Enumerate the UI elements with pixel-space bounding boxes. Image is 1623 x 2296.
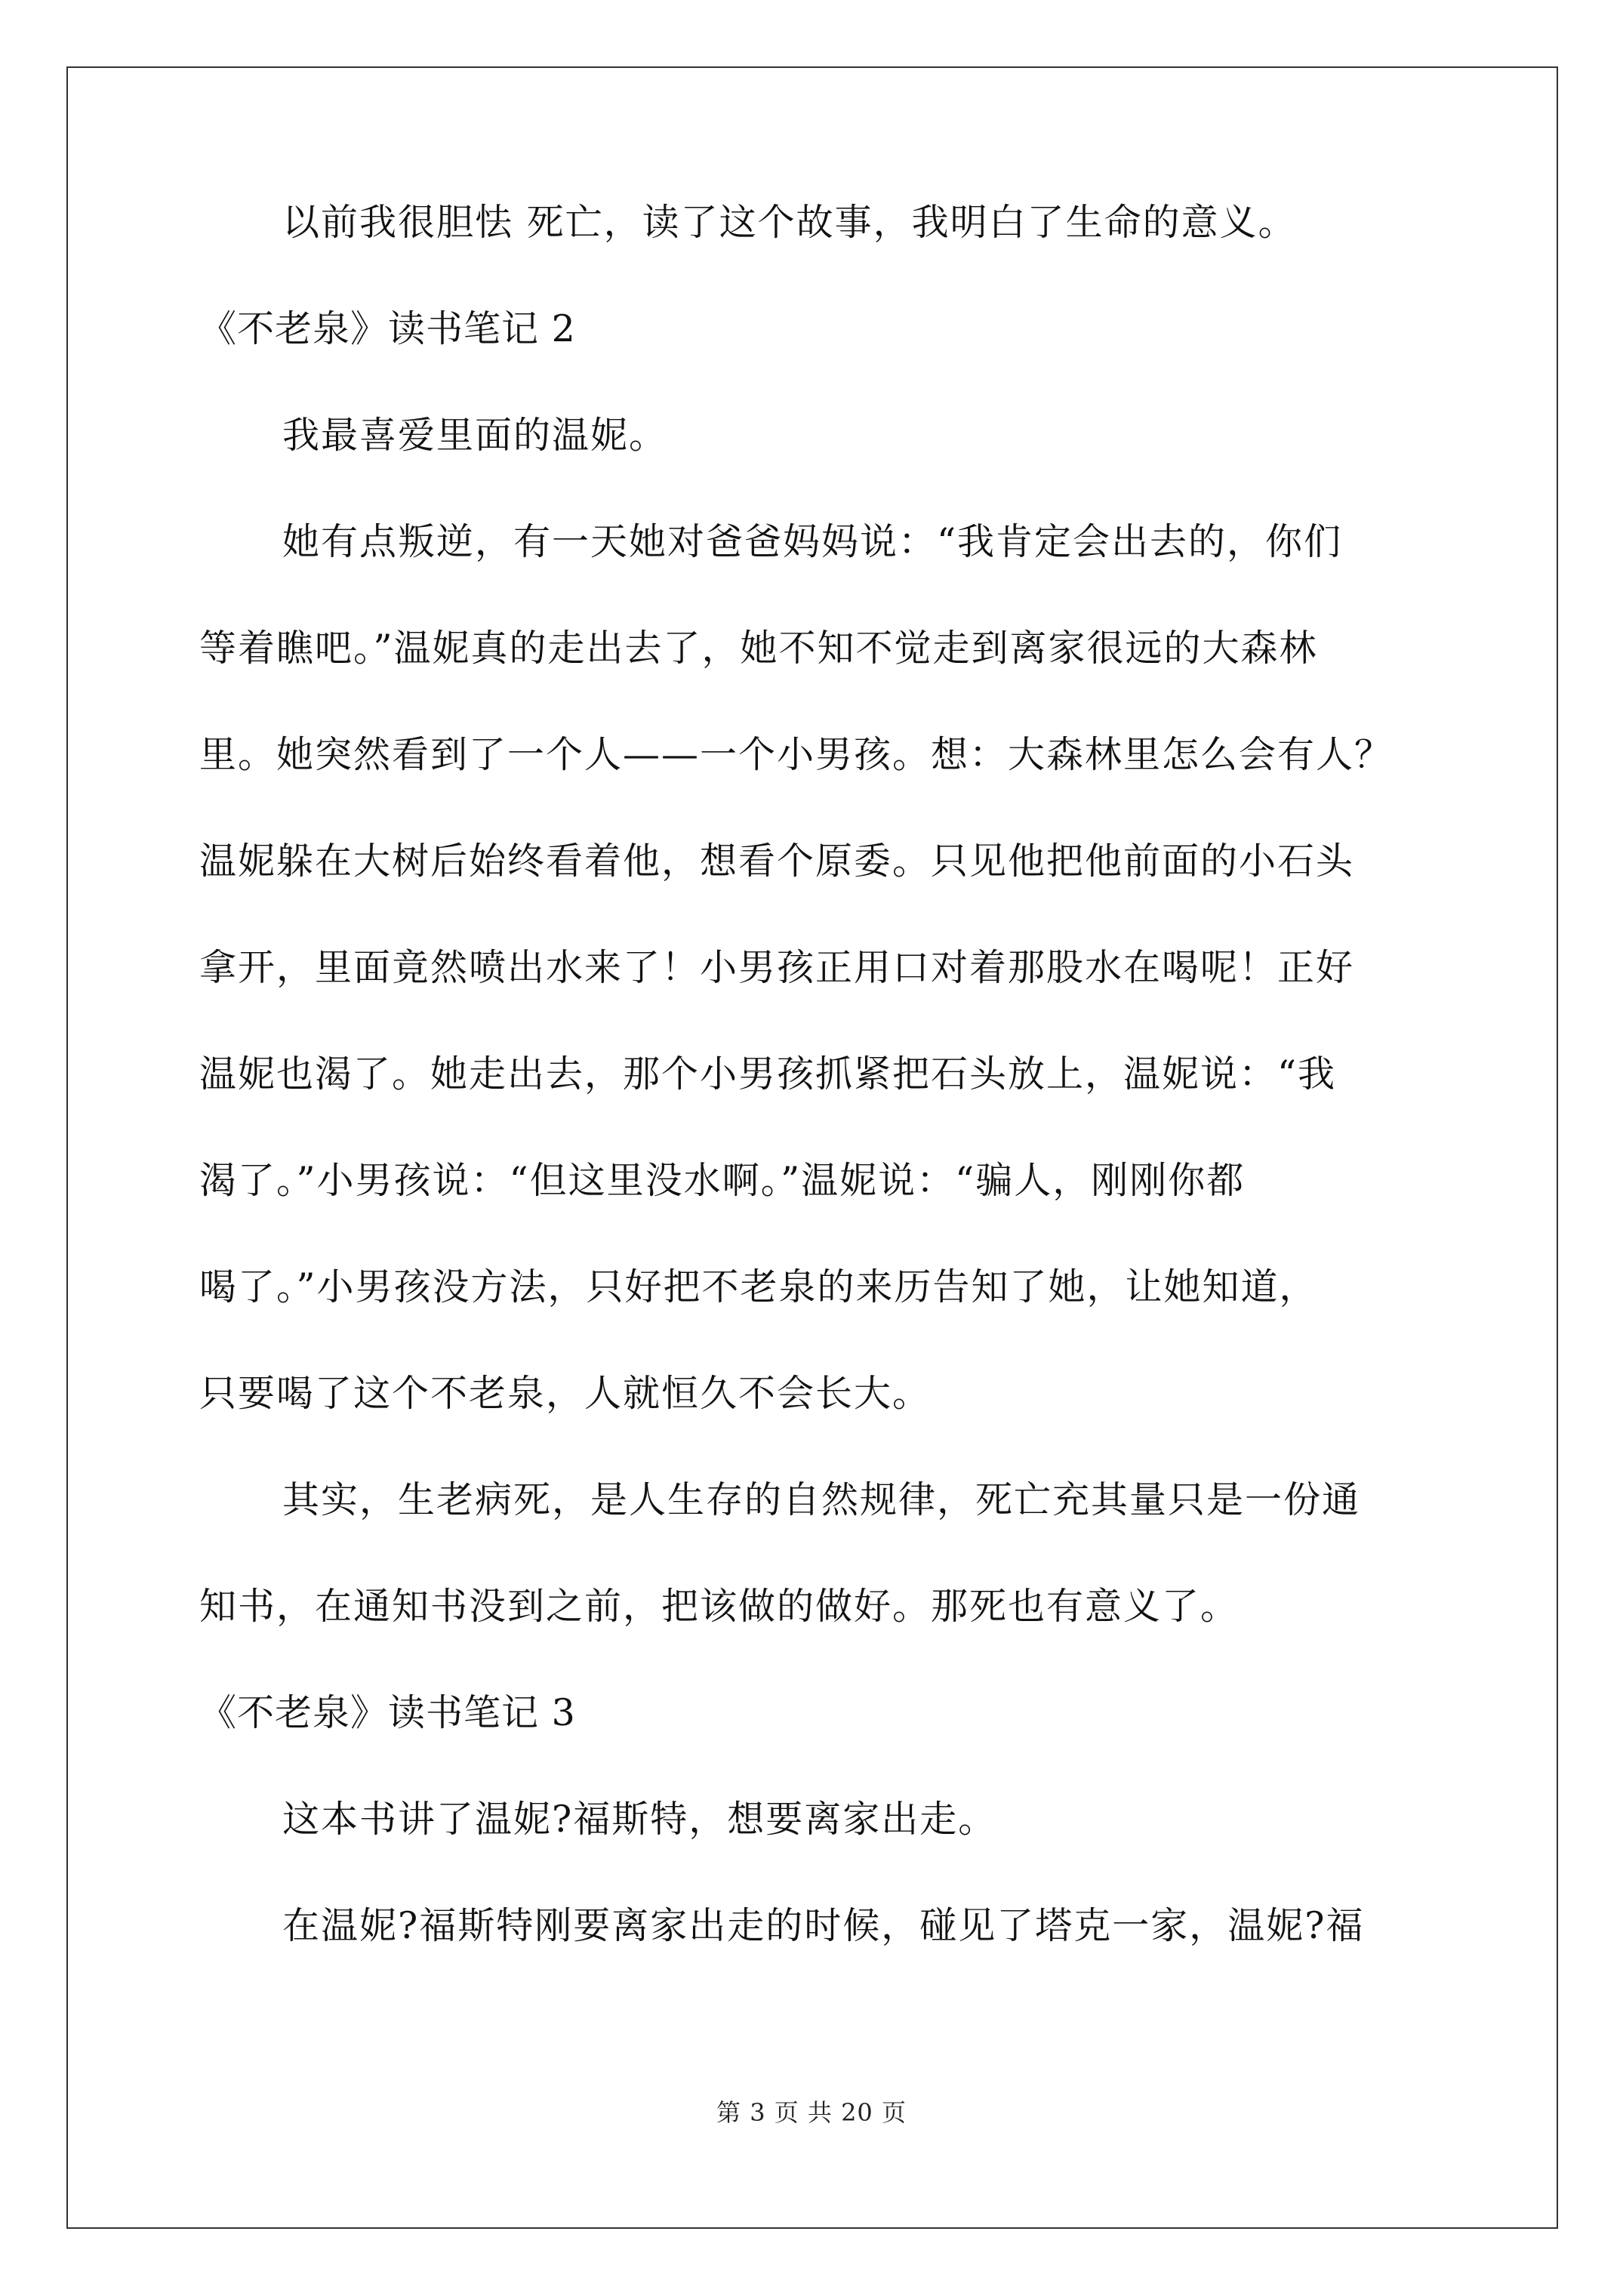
paragraph-line: 我最喜爱里面的温妮。 xyxy=(282,414,668,457)
paragraph-line: 这本书讲了温妮?福斯特，想要离家出走。 xyxy=(282,1798,997,1841)
document-body xyxy=(199,201,1437,2014)
paragraph-line: 只要喝了这个不老泉，人就恒久不会长大。 xyxy=(199,1372,932,1415)
section-heading: 《不老泉》读书笔记 2 xyxy=(199,307,576,350)
paragraph-line: 拿开，里面竟然喷出水来了！小男孩正用口对着那股水在喝呢！正好 xyxy=(199,946,1355,989)
paragraph-line: 她有点叛逆，有一天她对爸爸妈妈说：“我肯定会出去的，你们 xyxy=(282,520,1343,563)
paragraph-line: 喝了。”小男孩没方法，只好把不老泉的来历告知了她，让她知道， xyxy=(199,1265,1318,1308)
paragraph-line: 其实，生老病死，是人生存的自然规律，死亡充其量只是一份通 xyxy=(282,1478,1361,1521)
paragraph-line: 等着瞧吧。”温妮真的走出去了，她不知不觉走到离家很远的大森林 xyxy=(199,627,1318,670)
paragraph-line: 知书，在通知书没到之前，把该做的做好。那死也有意义了。 xyxy=(199,1585,1240,1628)
paragraph-line: 以前我很胆怯 死亡，读了这个故事，我明白了生命的意义。 xyxy=(282,201,1297,244)
paragraph-line: 温妮躲在大树后始终看着他，想看个原委。只见他把他前面的小石头 xyxy=(199,840,1355,883)
section-heading: 《不老泉》读书笔记 3 xyxy=(199,1691,576,1734)
paragraph-line: 温妮也渴了。她走出去，那个小男孩抓紧把石头放上，温妮说：“我 xyxy=(199,1052,1337,1096)
page-number: 第 3 页 共 20 页 xyxy=(716,2098,907,2127)
paragraph-line: 里。她突然看到了一个人——一个小男孩。想：大森林里怎么会有人？ xyxy=(199,733,1394,776)
paragraph-line: 渴了。”小男孩说：“但这里没水啊。”温妮说：“骗人，刚刚你都 xyxy=(199,1159,1246,1202)
paragraph-line: 在温妮?福斯特刚要离家出走的时候，碰见了塔克一家，温妮?福 xyxy=(282,1904,1365,1947)
